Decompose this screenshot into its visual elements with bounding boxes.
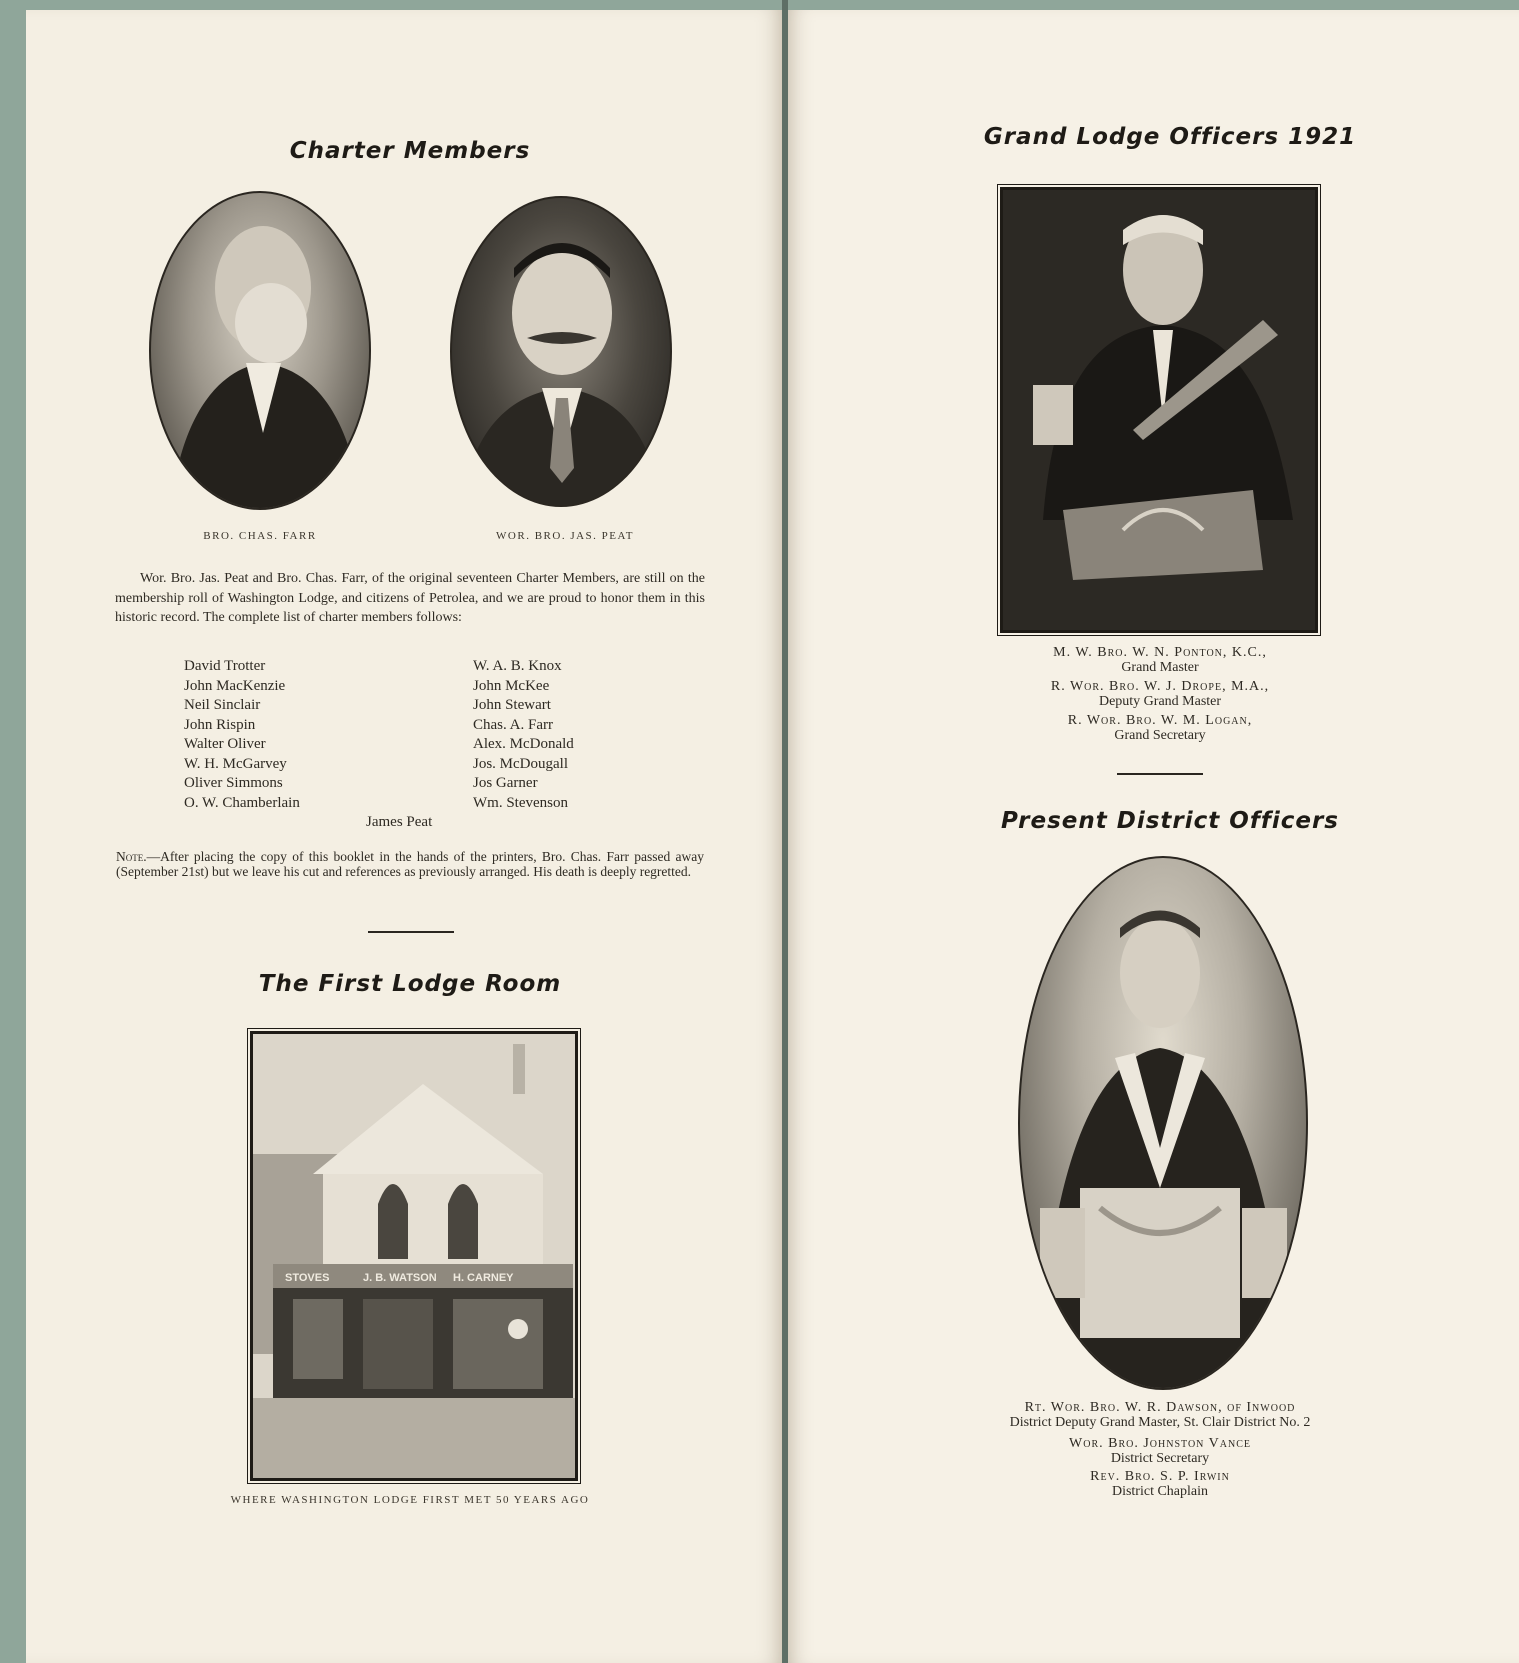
grand-officer-name: R. Wor. Bro. W. J. Drope, M.A., (1050, 679, 1270, 694)
book-gutter (782, 0, 788, 1663)
portrait-2-caption: WOR. BRO. JAS. PEAT (496, 530, 634, 542)
grand-officer-name: R. Wor. Bro. W. M. Logan, (1067, 713, 1253, 728)
district-officer-title: District Chaplain (1111, 1484, 1209, 1499)
district-officer-name: Rt. Wor. Bro. W. R. Dawson, of Inwood (1024, 1400, 1296, 1415)
member-name: John MacKenzie (184, 677, 286, 694)
lodge-room-caption: WHERE WASHINGTON LODGE FIRST MET 50 YEARS AGO (230, 1494, 590, 1506)
district-officer-1 (900, 1400, 1420, 1430)
member-name: Wm. Stevenson (473, 794, 568, 811)
district-officers-heading: Present District Officers (1001, 808, 1339, 834)
member-name: David Trotter (184, 658, 266, 674)
member-name: Jos. McDougall (473, 755, 568, 772)
note-paragraph (116, 849, 704, 879)
grand-officer-title: Grand Secretary (1114, 728, 1206, 743)
intro-paragraph: Wor. Bro. Jas. Peat and Bro. Chas. Farr, of the original seventeen Charter Members, are still on the membership roll of Washington Lodge, and citizens of Petrolea, and we are proud to honor them in this historic record. The complete list of charter members follows: (115, 571, 705, 625)
district-officer-name: Rev. Bro. S. P. Irwin (1090, 1469, 1230, 1484)
member-name: John McKee (473, 677, 550, 694)
charter-members-column-2 (473, 657, 574, 813)
member-name: W. A. B. Knox (473, 658, 562, 674)
lodge-room-photo (250, 1031, 578, 1481)
first-lodge-room-heading: The First Lodge Room (258, 971, 562, 997)
member-name: Alex. McDonald (473, 736, 574, 752)
member-name: O. W. Chamberlain (184, 794, 300, 811)
grand-officer-2 (960, 679, 1360, 709)
grand-officer-3 (960, 713, 1360, 743)
member-name: John Rispin (184, 716, 256, 733)
section-divider (1117, 773, 1203, 775)
district-officer-portrait (1018, 856, 1308, 1390)
member-name: Neil Sinclair (184, 697, 261, 713)
store-sign-watson: J. B. WATSON (363, 1272, 437, 1284)
grand-officer-name: M. W. Bro. W. N. Ponton, K.C., (1053, 645, 1267, 660)
member-name-last: James Peat (366, 814, 433, 830)
member-name: Chas. A. Farr (473, 716, 553, 733)
grand-master-photo (1000, 187, 1318, 633)
portrait-chas-farr (149, 191, 371, 510)
district-officer-name: Wor. Bro. Johnston Vance (1069, 1436, 1251, 1451)
note-text: —After placing the copy of this booklet in the hands of the printers, Bro. Chas. Farr passed away (September 21st) but we leave his cut and references as previously arranged. His death is deeply regretted. (116, 849, 704, 879)
portrait-jas-peat (450, 196, 672, 507)
store-sign-carney: H. CARNEY (453, 1272, 514, 1284)
charter-members-heading: Charter Members (289, 138, 531, 164)
member-name: Jos Garner (473, 775, 538, 791)
member-name: Walter Oliver (184, 736, 266, 752)
district-officer-title: District Secretary (1110, 1451, 1210, 1466)
section-divider (368, 931, 454, 933)
district-officer-2 (960, 1436, 1360, 1466)
grand-lodge-officers-heading: Grand Lodge Officers 1921 (983, 124, 1357, 150)
portrait-1-caption: BRO. CHAS. FARR (203, 530, 317, 542)
member-name: John Stewart (473, 697, 551, 713)
charter-members-column-1 (184, 657, 300, 813)
grand-officer-title: Deputy Grand Master (1098, 694, 1222, 709)
member-name: Oliver Simmons (184, 775, 283, 791)
store-sign-stoves: STOVES (285, 1272, 330, 1284)
grand-officer-title: Grand Master (1121, 660, 1199, 675)
district-officer-3 (960, 1469, 1360, 1499)
note-label: Note. (116, 849, 147, 864)
district-officer-title: District Deputy Grand Master, St. Clair District No. 2 (1009, 1415, 1311, 1430)
grand-officer-1 (960, 645, 1360, 675)
member-name: W. H. McGarvey (184, 755, 287, 772)
